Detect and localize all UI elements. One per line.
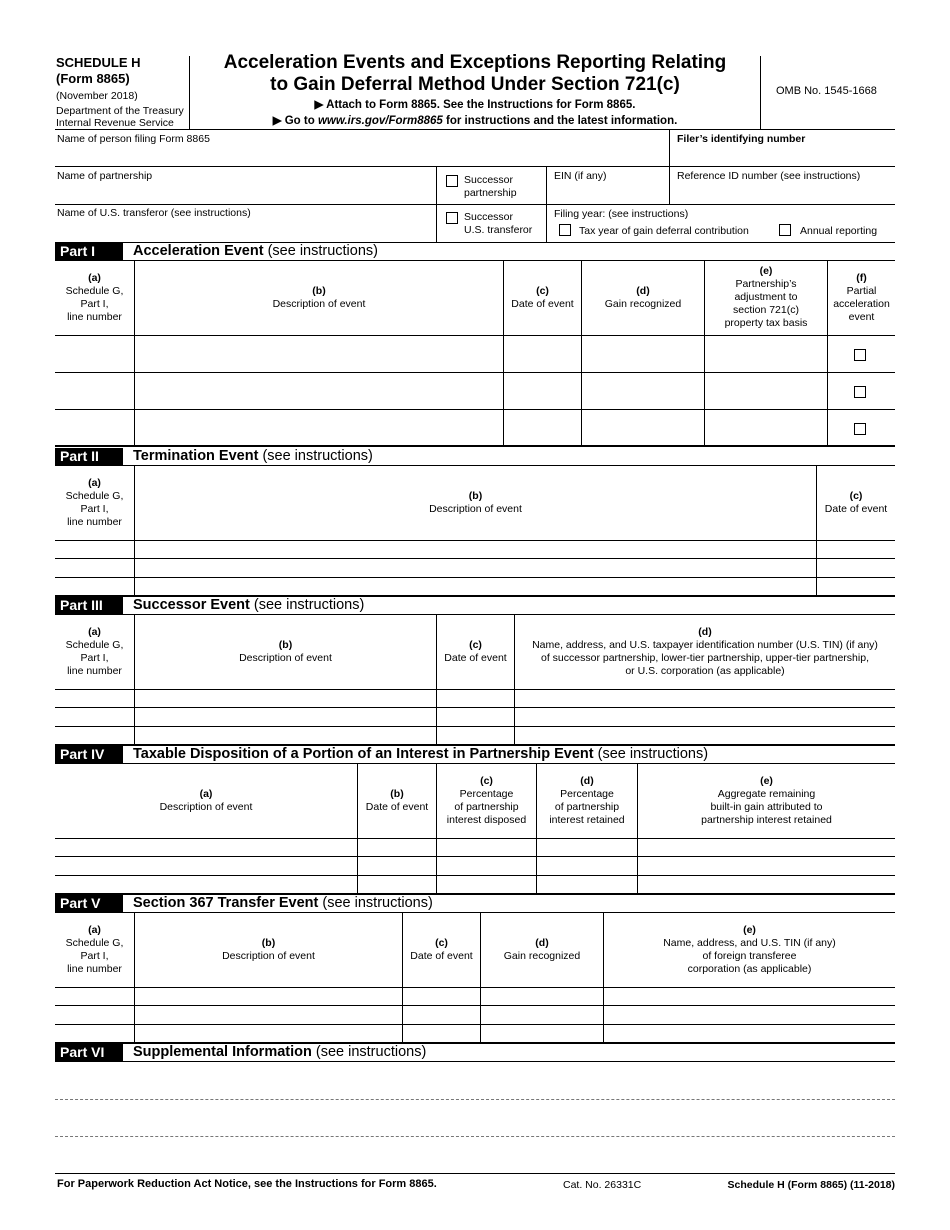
- table-row[interactable]: [55, 1006, 895, 1024]
- tax-year-checkbox[interactable]: [559, 224, 571, 236]
- attach-instruction: ▶ Attach to Form 8865. See the Instructions for Form 8865.: [314, 99, 636, 111]
- part2-header: [55, 448, 895, 464]
- schedule-label: SCHEDULE H: [56, 55, 141, 70]
- filer-name-label: Name of person filing Form 8865: [57, 133, 210, 145]
- successor-transferor-checkbox[interactable]: [446, 212, 458, 224]
- partial-acceleration-checkbox[interactable]: [854, 423, 866, 435]
- ein-field[interactable]: [547, 183, 669, 203]
- form-title-line1: Acceleration Events and Exceptions Reporting Relating: [223, 52, 727, 73]
- part2-col-b-header: (b) Description of event: [429, 490, 522, 515]
- reference-id-label: Reference ID number (see instructions): [677, 170, 861, 182]
- part2-col-a-header: (a) Schedule G, Part I, line number: [65, 477, 124, 528]
- table-row[interactable]: [55, 690, 895, 707]
- table-row[interactable]: [55, 410, 895, 445]
- part3-header: [55, 597, 895, 613]
- table-row[interactable]: [55, 876, 895, 893]
- revision-date: (November 2018): [56, 90, 138, 102]
- annual-reporting-checkbox[interactable]: [779, 224, 791, 236]
- part5-label: Part V: [55, 895, 123, 912]
- part6-header: [55, 1044, 895, 1060]
- part1-label: Part I: [55, 243, 123, 260]
- table-row[interactable]: [55, 559, 895, 577]
- partnership-name-field[interactable]: [55, 183, 435, 203]
- transferor-name-label: Name of U.S. transferor (see instructions): [57, 207, 251, 219]
- part1-col-a-header: (a) Schedule G, Part I, line number: [65, 272, 124, 323]
- table-row[interactable]: [55, 541, 895, 558]
- reference-id-field[interactable]: [670, 183, 895, 203]
- part6-title: Supplemental Information (see instructions): [133, 1044, 427, 1060]
- partnership-name-label: Name of partnership: [57, 170, 153, 182]
- table-row[interactable]: [55, 857, 895, 875]
- part3-label: Part III: [55, 597, 123, 614]
- part1-col-f-header: (f) Partial acceleration event: [833, 272, 890, 323]
- part2-col-c-header: (c) Date of event: [824, 490, 888, 515]
- part5-header: [55, 895, 895, 911]
- part5-col-c-header: (c) Date of event: [410, 937, 473, 962]
- part1-col-d-header: (d) Gain recognized: [604, 285, 682, 310]
- part1-col-e-header: (e) Partnership’s adjustment to section 721(c) property tax basis: [724, 265, 808, 329]
- part4-col-c-header: (c) Percentage of partnership interest disposed: [446, 775, 527, 826]
- transferor-name-field[interactable]: [55, 220, 435, 240]
- filer-id-field[interactable]: [670, 145, 895, 165]
- part6-label: Part VI: [55, 1044, 123, 1061]
- filer-name-field[interactable]: [55, 145, 669, 165]
- filing-year-label: Filing year: (see instructions): [554, 208, 689, 220]
- part5-col-a-header: (a) Schedule G, Part I, line number: [65, 924, 124, 975]
- form-title-line2: to Gain Deferral Method Under Section 721(c): [270, 74, 680, 95]
- table-row[interactable]: [55, 988, 895, 1005]
- part5-col-e-header: (e) Name, address, and U.S. TIN (if any) of foreign transferee corporation (as applicable): [663, 924, 836, 975]
- partial-acceleration-checkbox[interactable]: [854, 386, 866, 398]
- part4-col-e-header: (e) Aggregate remaining built-in gain attributed to partnership interest retained: [701, 775, 832, 826]
- ein-label: EIN (if any): [554, 170, 607, 182]
- part5-col-b-header: (b) Description of event: [222, 937, 315, 962]
- table-row[interactable]: [55, 336, 895, 372]
- part2-title: Termination Event (see instructions): [133, 448, 373, 464]
- part1-col-c-header: (c) Date of event: [511, 285, 574, 310]
- part4-col-a-header: (a) Description of event: [159, 788, 253, 813]
- part3-col-d-header: (d) Name, address, and U.S. taxpayer identification number (U.S. TIN) (if any) of successor partnership, lower-tier partnership, upper-tier partnership, or U.S. corporation (as applicable): [532, 626, 878, 677]
- table-row[interactable]: [55, 727, 895, 744]
- part3-col-c-header: (c) Date of event: [444, 639, 507, 664]
- table-row[interactable]: [55, 373, 895, 409]
- form-number: (Form 8865): [56, 71, 130, 86]
- successor-transferor-label: Successor U.S. transferor: [464, 211, 533, 236]
- paperwork-notice: For Paperwork Reduction Act Notice, see the Instructions for Form 8865.: [57, 1178, 437, 1190]
- agency: Internal Revenue Service: [56, 117, 174, 129]
- omb-number: OMB No. 1545-1668: [776, 85, 877, 97]
- part3-title: Successor Event (see instructions): [133, 597, 365, 613]
- part3-col-a-header: (a) Schedule G, Part I, line number: [65, 626, 124, 677]
- department: Department of the Treasury: [56, 105, 184, 117]
- table-row[interactable]: [55, 1025, 895, 1042]
- part3-col-b-header: (b) Description of event: [239, 639, 332, 664]
- table-row[interactable]: [55, 708, 895, 726]
- table-row[interactable]: [55, 839, 895, 856]
- catalog-number: Cat. No. 26331C: [563, 1179, 642, 1191]
- part5-title: Section 367 Transfer Event (see instructions): [133, 895, 433, 911]
- successor-partnership-label: Successor partnership: [464, 174, 517, 199]
- part1-header: [55, 243, 895, 259]
- part5-col-d-header: (d) Gain recognized: [503, 937, 581, 962]
- partial-acceleration-checkbox[interactable]: [854, 349, 866, 361]
- part4-title: Taxable Disposition of a Portion of an Interest in Partnership Event (see instructions): [133, 746, 709, 762]
- part1-title: Acceleration Event (see instructions): [133, 243, 378, 259]
- goto-instruction: ▶ Go to www.irs.gov/Form8865 for instructions and the latest information.: [272, 115, 678, 127]
- tax-year-label: Tax year of gain deferral contribution: [579, 225, 749, 237]
- part2-label: Part II: [55, 448, 123, 465]
- part4-label: Part IV: [55, 746, 123, 763]
- filer-id-label: Filer’s identifying number: [677, 133, 806, 145]
- table-row[interactable]: [55, 578, 895, 595]
- part1-col-b-header: (b) Description of event: [272, 285, 366, 310]
- successor-partnership-checkbox[interactable]: [446, 175, 458, 187]
- part4-header: [55, 746, 895, 762]
- part4-col-d-header: (d) Percentage of partnership interest retained: [549, 775, 625, 826]
- annual-reporting-label: Annual reporting: [800, 225, 878, 237]
- form-identifier: Schedule H (Form 8865) (11-2018): [727, 1179, 895, 1191]
- part4-col-b-header: (b) Date of event: [365, 788, 429, 813]
- irs-url-link[interactable]: www.irs.gov/Form8865: [317, 115, 443, 127]
